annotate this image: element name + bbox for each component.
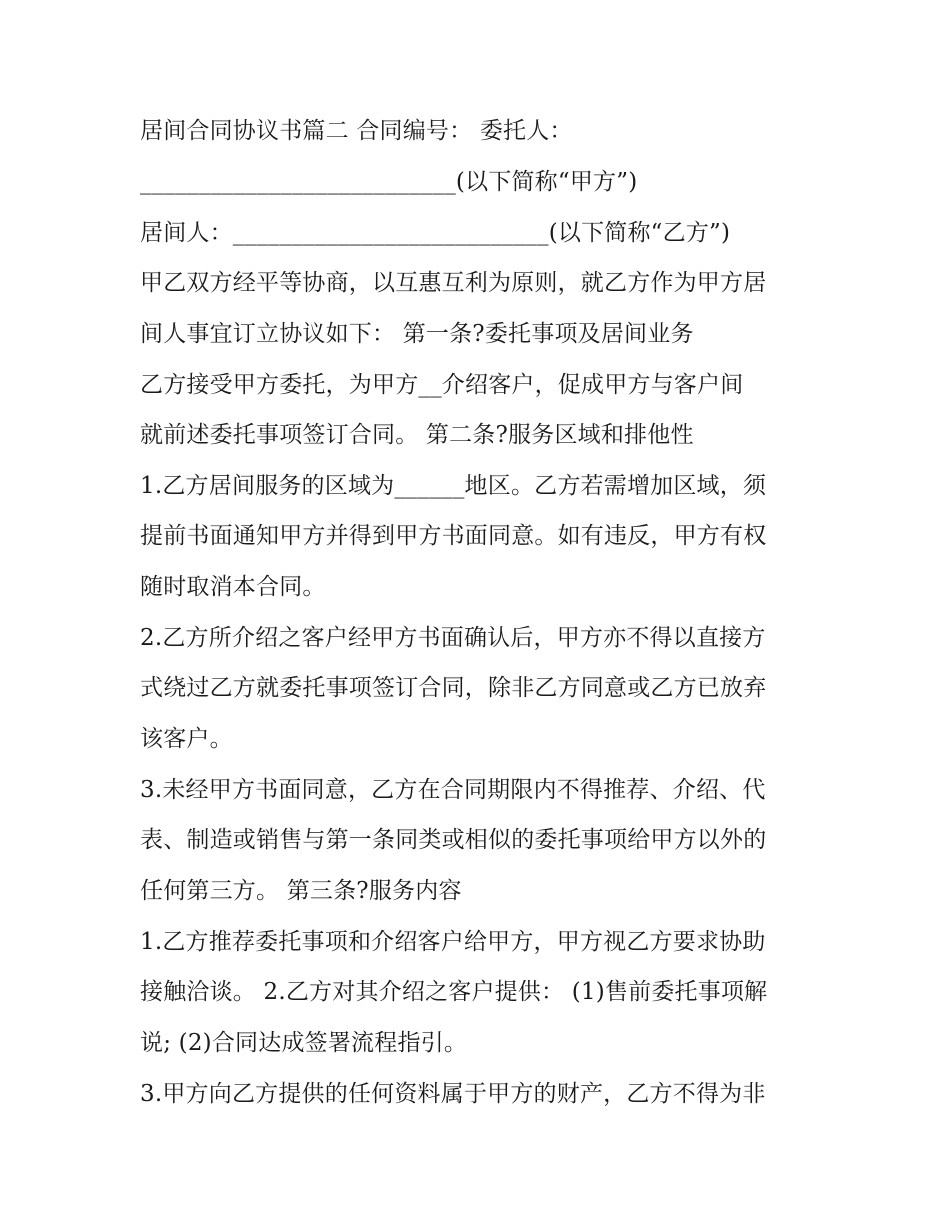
text-line-party-b: 居间人：___________________________(以下简称“乙方”) <box>140 220 731 246</box>
text-line: 提前书面通知甲方并得到甲方书面同意。如有违反，甲方有权 <box>140 523 767 549</box>
text-line: 间人事宜订立协议如下： 第一条?委托事项及居间业务 <box>140 321 694 347</box>
text-line: 1.乙方推荐委托事项和介绍客户给甲方，甲方视乙方要求协助 <box>140 929 766 955</box>
text-line: 乙方接受甲方委托，为甲方__介绍客户，促成甲方与客户间 <box>140 372 744 398</box>
text-line: 1.乙方居间服务的区域为______地区。乙方若需增加区域，须 <box>140 473 767 499</box>
text-line: 接触洽谈。 2.乙方对其介绍之客户提供： (1)售前委托事项解 <box>140 979 768 1005</box>
text-line: 任何第三方。 第三条?服务内容 <box>140 878 462 904</box>
text-line: 式绕过乙方就委托事项签订合同，除非乙方同意或乙方已放弃 <box>140 675 767 701</box>
text-line: 表、制造或销售与第一条同类或相似的委托事项给甲方以外的 <box>140 827 767 853</box>
text-line: 说; (2)合同达成签署流程指引。 <box>140 1030 468 1056</box>
text-line: 甲乙双方经平等协商，以互惠互利为原则，就乙方作为甲方居 <box>140 270 767 296</box>
text-line-party-a: ___________________________(以下简称“甲方”) <box>140 169 638 195</box>
text-line: 该客户。 <box>140 726 233 752</box>
text-line: 3.甲方向乙方提供的任何资料属于甲方的财产，乙方不得为非 <box>140 1081 766 1107</box>
text-line: 就前述委托事项签订合同。 第二条?服务区域和排他性 <box>140 422 694 448</box>
text-line: 3.未经甲方书面同意，乙方在合同期限内不得推荐、介绍、代 <box>140 777 766 803</box>
text-line: 随时取消本合同。 <box>140 574 326 600</box>
text-line: 2.乙方所介绍之客户经甲方书面确认后，甲方亦不得以直接方 <box>140 625 766 651</box>
text-line-title: 居间合同协议书篇二 合同编号： 委托人： <box>140 118 573 144</box>
